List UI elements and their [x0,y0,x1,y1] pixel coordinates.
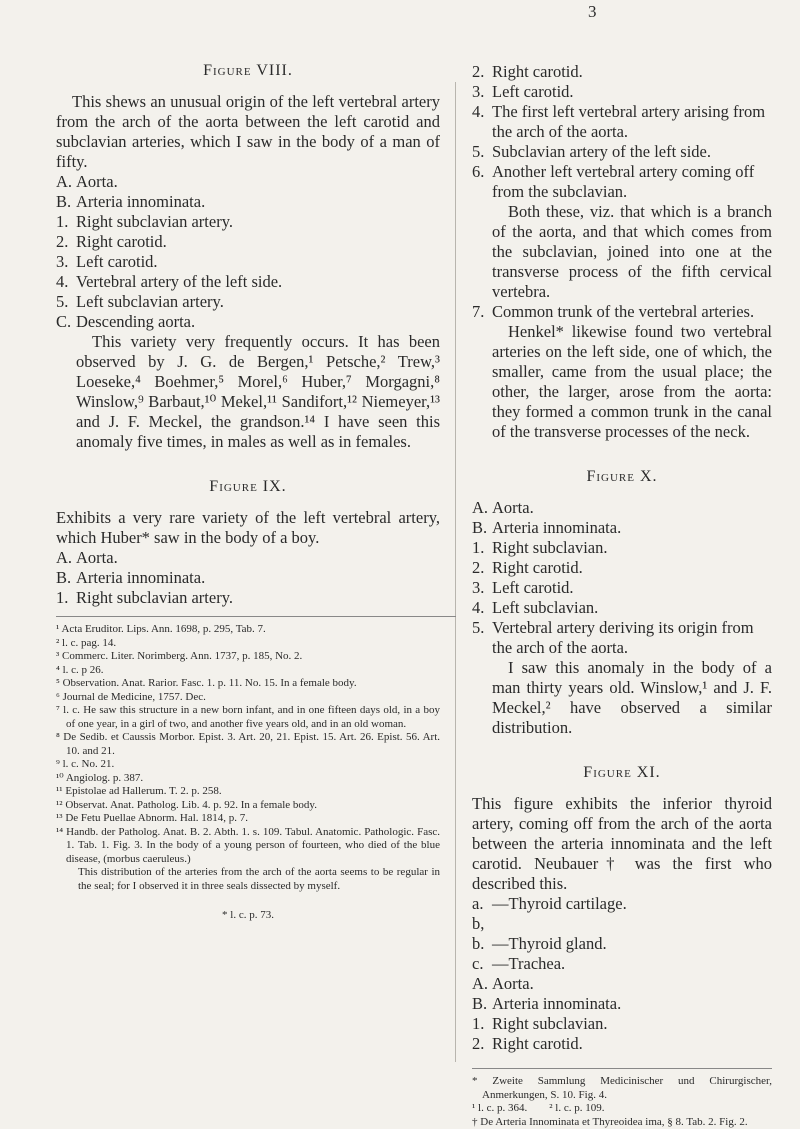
page-number: 3 [588,2,597,22]
legend-item: 1. Right subclavian artery. [56,588,440,608]
footnote: ¹³ De Fetu Puellae Abnorm. Hal. 1814, p. 7. [56,812,440,826]
legend-item: b, b. —Thyroid gland. [472,914,772,954]
footnote: ⁹ l. c. No. 21. [56,758,440,772]
footnote: ¹¹ Epistolae ad Hallerum. T. 2. p. 258. [56,785,440,799]
footnotes-left [56,623,440,923]
legend-item: A. Aorta. [56,548,440,568]
legend-item: B. Arteria innominata. [472,994,772,1014]
footnote: ⁴ l. c. p 26. [56,664,440,678]
legend-item: 2. Right carotid. [472,558,772,578]
legend-item: B. Arteria innominata. [56,192,440,212]
legend-item: 2. Right carotid. [472,62,772,82]
footnote-rule [472,1068,772,1069]
legend-item: 3. Left carotid. [56,252,440,272]
figure-8-legend [56,172,440,332]
footnote: ³ Commerc. Liter. Norimberg. Ann. 1737, p. 185, No. 2. [56,650,440,664]
column-divider [455,82,456,1062]
legend-item: 7. Common trunk of the vertebral arteries. [472,302,772,322]
legend-item: 1. Right subclavian artery. [56,212,440,232]
footnote: ⁸ De Sedib. et Caussis Morbor. Epist. 3. Art. 20, 21. Epist. 15. Art. 26. Epist. 56. Art. 10. and 21. [56,731,440,758]
legend-item: 4. Left subclavian. [472,598,772,618]
legend-item: A. Aorta. [472,974,772,994]
legend-item: B. Arteria innominata. [472,518,772,538]
footnote: ¹⁴ Handb. der Patholog. Anat. B. 2. Abth. 1. s. 109. Tabul. Anatomic. Pathologic. Fasc. 1. Tab. 1. Fig. 3. In the body of a young person of fourteen, who died of the blue disease, (morbus caeruleus.) [56,826,440,867]
figure-8-title: Figure VIII. [56,62,440,80]
figure-9-legend-cont [472,62,772,202]
legend-item: 5. Vertebral artery deriving its origin from the arch of the aorta. [472,618,772,658]
legend-item: a. —Thyroid cartilage. [472,894,772,914]
legend-item: 4. Vertebral artery of the left side. [56,272,440,292]
figure-11-intro: This figure exhibits the inferior thyroid artery, coming off from the arch of the aorta between the arteria innominata and the left carotid. Neubauer† was the first who described this. [472,794,772,894]
legend-item: 3. Left carotid. [472,578,772,598]
legend-item: A. Aorta. [472,498,772,518]
footnote: ² l. c. pag. 14. [56,637,440,651]
footnote-note: This distribution of the arteries from the arch of the aorta seems to be regular in the seal; for I observed it in three seals dissected by myself. [56,866,440,893]
footnotes-right [472,1075,772,1129]
figure-11-title: Figure XI. [472,764,772,782]
figure-9-title: Figure IX. [56,478,440,496]
legend-item: 4. The first left vertebral artery arising from the arch of the aorta. [472,102,772,142]
footnote: ¹ l. c. p. 364. ² l. c. p. 109. [472,1102,772,1116]
figure-8-intro: This shews an unusual origin of the left vertebral artery from the arch of the aorta between the left carotid and subclavian arteries, which I saw in the body of a man of fifty. [56,92,440,172]
legend-item: C. Descending aorta. [56,312,440,332]
legend-item: 1. Right subclavian. [472,538,772,558]
right-column [472,62,772,1129]
figure-10-title: Figure X. [472,468,772,486]
footnote: ⁷ l. c. He saw this structure in a new born infant, and in one fifteen days old, in a boy of one year, in a girl of two, and another five years old, and in an old woman. [56,704,440,731]
footnote: ¹² Observat. Anat. Patholog. Lib. 4. p. 92. In a female body. [56,799,440,813]
legend-item: 1. Right subclavian. [472,1014,772,1034]
figure-10-note: I saw this anomaly in the body of a man thirty years old. Winslow,¹ and J. F. Meckel,² have observed a similar distribution. [472,658,772,738]
legend-item: A. Aorta. [56,172,440,192]
legend-item: c. —Trachea. [472,954,772,974]
footnote-star: * l. c. p. 73. [56,909,440,923]
footnote: ¹⁰ Angiolog. p. 387. [56,772,440,786]
legend-item: 5. Subclavian artery of the left side. [472,142,772,162]
footnote: * Zweite Sammlung Medicinischer und Chirurgischer, Anmerkungen, S. 10. Fig. 4. [472,1075,772,1102]
figure-11-legend [472,894,772,1054]
footnote: † De Arteria Innominata et Thyreoidea ima, § 8. Tab. 2. Fig. 2. [472,1116,772,1129]
legend-item: B. Arteria innominata. [56,568,440,588]
footnote: ¹ Acta Eruditor. Lips. Ann. 1698, p. 295, Tab. 7. [56,623,440,637]
legend-item: 3. Left carotid. [472,82,772,102]
legend-item: 2. Right carotid. [472,1034,772,1054]
left-column [56,62,440,923]
figure-9-note-2: Henkel* likewise found two vertebral arteries on the left side, one of which, the smaller, came from the usual place; the other, the larger, arose from the aorta: they formed a common trunk in the canal of the transverse processes of the neck. [472,322,772,442]
figure-9-note: Both these, viz. that which is a branch of the aorta, and that which comes from the subclavian, joined into one at the transverse process of the fifth cervical vertebra. [472,202,772,302]
figure-8-note: This variety very frequently occurs. It has been observed by J. G. de Bergen,¹ Petsche,² Trew,³ Loeseke,⁴ Boehmer,⁵ Morel,⁶ Huber,⁷ Morgagni,⁸ Winslow,⁹ Barbaut,¹⁰ Mekel,¹¹ Sandifort,¹² Niemeyer,¹³ and J. F. Meckel, the grandson.¹⁴ I have seen this anomaly five times, in males as well as in females. [56,332,440,452]
legend-item: 2. Right carotid. [56,232,440,252]
figure-9-intro: Exhibits a very rare variety of the left vertebral artery, which Huber* saw in the body of a boy. [56,508,440,548]
legend-item: 5. Left subclavian artery. [56,292,440,312]
figure-9-legend [56,548,440,608]
footnote: ⁶ Journal de Medicine, 1757. Dec. [56,691,440,705]
figure-10-legend [472,498,772,658]
footnote-rule [56,616,456,617]
legend-item: 6. Another left vertebral artery coming off from the subclavian. [472,162,772,202]
footnote: ⁵ Observation. Anat. Rarior. Fasc. 1. p. 11. No. 15. In a female body. [56,677,440,691]
